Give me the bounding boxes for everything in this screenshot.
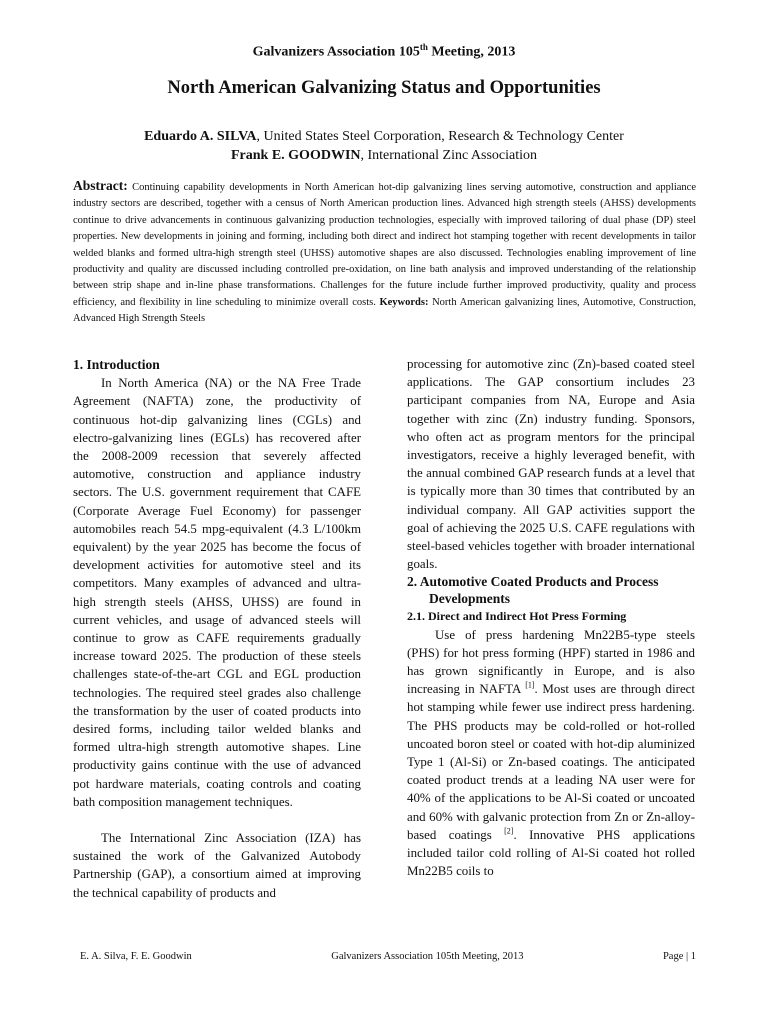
keywords-text: North American galvanizing lines, Automotive, Construction, Advanced High Strength Steels bbox=[73, 296, 696, 325]
keywords-label: Keywords: bbox=[379, 296, 429, 308]
footer-authors: E. A. Silva, F. E. Goodwin bbox=[80, 951, 192, 962]
footer-page-number: Page | 1 bbox=[662, 951, 696, 962]
author-line-2 bbox=[0, 146, 768, 165]
page-footer bbox=[80, 951, 696, 962]
author-block bbox=[0, 127, 768, 165]
author-affiliation: , International Zinc Association bbox=[360, 148, 538, 163]
body-paragraph: In North America (NA) or the NA Free Trade Agreement (NAFTA) zone, the productivity of continuous hot-dip galvanizing lines (CGLs) and electro-galvanizing lines (EGLs) has recovered after the 2008-2009 recession that severely affected automotive, construction and appliance industry sectors. The U.S. government requirement that CAFE (Corporate Average Fuel Economy) for passenger automobiles reach 54.5 mpg-equivalent (4.3 L/100km equivalent) by the year 2025 has become the focus of development activities for automotive steel and its competitors. Many examples of advanced and ultra-high strength steels (AHSS, UHSS) are found in current vehicles, and usage of advanced steels will continue to grow as CAFE requirements gradually increase toward 2025. The production of these steels challenges state-of-the-art CGL and EGL production technologies. The required steel grades also challenge the transformation by the user of coated products into desired forms, including tailor welded blanks and formed ultra-high strength automotive shapes. Line productivity gains continue with the use of advanced pot hardware materials, coating controls and coating bath composition management techniques. bbox=[73, 376, 361, 809]
body-paragraph: The International Zinc Association (IZA) has sustained the work of the Galvanized Autobody Partnership (GAP), a consortium aimed at improving the technical capability of products and bbox=[73, 831, 361, 900]
author-affiliation: , United States Steel Corporation, Research & Technology Center bbox=[256, 129, 624, 144]
subsection-heading-hot-press: 2.1. Direct and Indirect Hot Press Forming bbox=[407, 609, 627, 624]
paper-title: North American Galvanizing Status and Opportunities bbox=[167, 78, 601, 98]
right-column bbox=[407, 355, 695, 880]
footer-meeting: Galvanizers Association 105th Meeting, 2013 bbox=[331, 951, 524, 962]
body-paragraph: Use of press hardening Mn22B5-type steels (PHS) for hot press forming (HPF) started in 1986 and has grown significantly in Europe, and is also increasing in NAFTA [1]. Most uses are through direct hot stamping while fewer use indirect press hardening. The PHS products may be cold-rolled or hot-rolled uncoated boron steel or coated with hot-dip aluminized Type 1 (Al-Si) or Zn-based coatings. The anticipated coated product trends at a leading NA user were for 40% of the applications to be Al-Si coated or uncoated and 60% with galvanic protection from Zn or Zn-alloy-based coatings [2]. Innovative PHS applications included tailor cold rolling of Al-Si coated hot rolled Mn22B5 coils to bbox=[407, 627, 695, 879]
author-name: Frank E. GOODWIN bbox=[230, 148, 361, 163]
citation-ref: [2] bbox=[504, 826, 514, 836]
author-name: Eduardo A. SILVA bbox=[144, 129, 257, 144]
abstract-label: Abstract: bbox=[73, 178, 128, 193]
author-line-1 bbox=[0, 127, 768, 146]
abstract bbox=[73, 178, 696, 328]
citation-ref: [1] bbox=[525, 680, 535, 690]
meeting-header: Galvanizers Association 105th Meeting, 2013 bbox=[252, 42, 516, 60]
section-heading-automotive: 2. Automotive Coated Products and Process Developments bbox=[407, 574, 659, 607]
section-heading-introduction: 1. Introduction bbox=[73, 357, 160, 372]
left-column bbox=[73, 356, 361, 902]
body-paragraph: processing for automotive zinc (Zn)-based coated steel applications. The GAP consortium includes 23 participant companies from NA, Europe and Asia together with zinc (Zn) industry funding. Sponsors, who often act as program mentors for the principal investigators, receive a highly leveraged benefit, with the annual combined GAP research funds at a level that is typically more than 30 times that contributed by an individual company. All GAP activities support the goal of achieving the 2025 U.S. CAFE regulations with steel-based vehicles together with broader international goals. bbox=[407, 357, 695, 572]
abstract-text: Continuing capability developments in North American hot-dip galvanizing lines serving automotive, construction and appliance industry sectors are described, together with a census of North American production lines. Advanced high strength steels (AHSS) developments continue to drive advancements in continuous galvanizing production technologies, especially with improved tailoring of dual phase (DP) steel properties. New developments in joining and forming, including both direct and indirect hot stamping together with recent developments in tailor welded blanks and formed ultra-high strength steel (UHSS) automotive shapes are also discussed. Technologies enabling improvement of line productivity and quality are discussed including controlled pre-oxidation, on line bath analysis and improved understanding of the relationship between strip shape and in-line phase transformations. Challenges for the future include further improved productivity, quality and process efficiency, and flexibility in line scheduling to minimize overall costs. bbox=[73, 182, 696, 308]
